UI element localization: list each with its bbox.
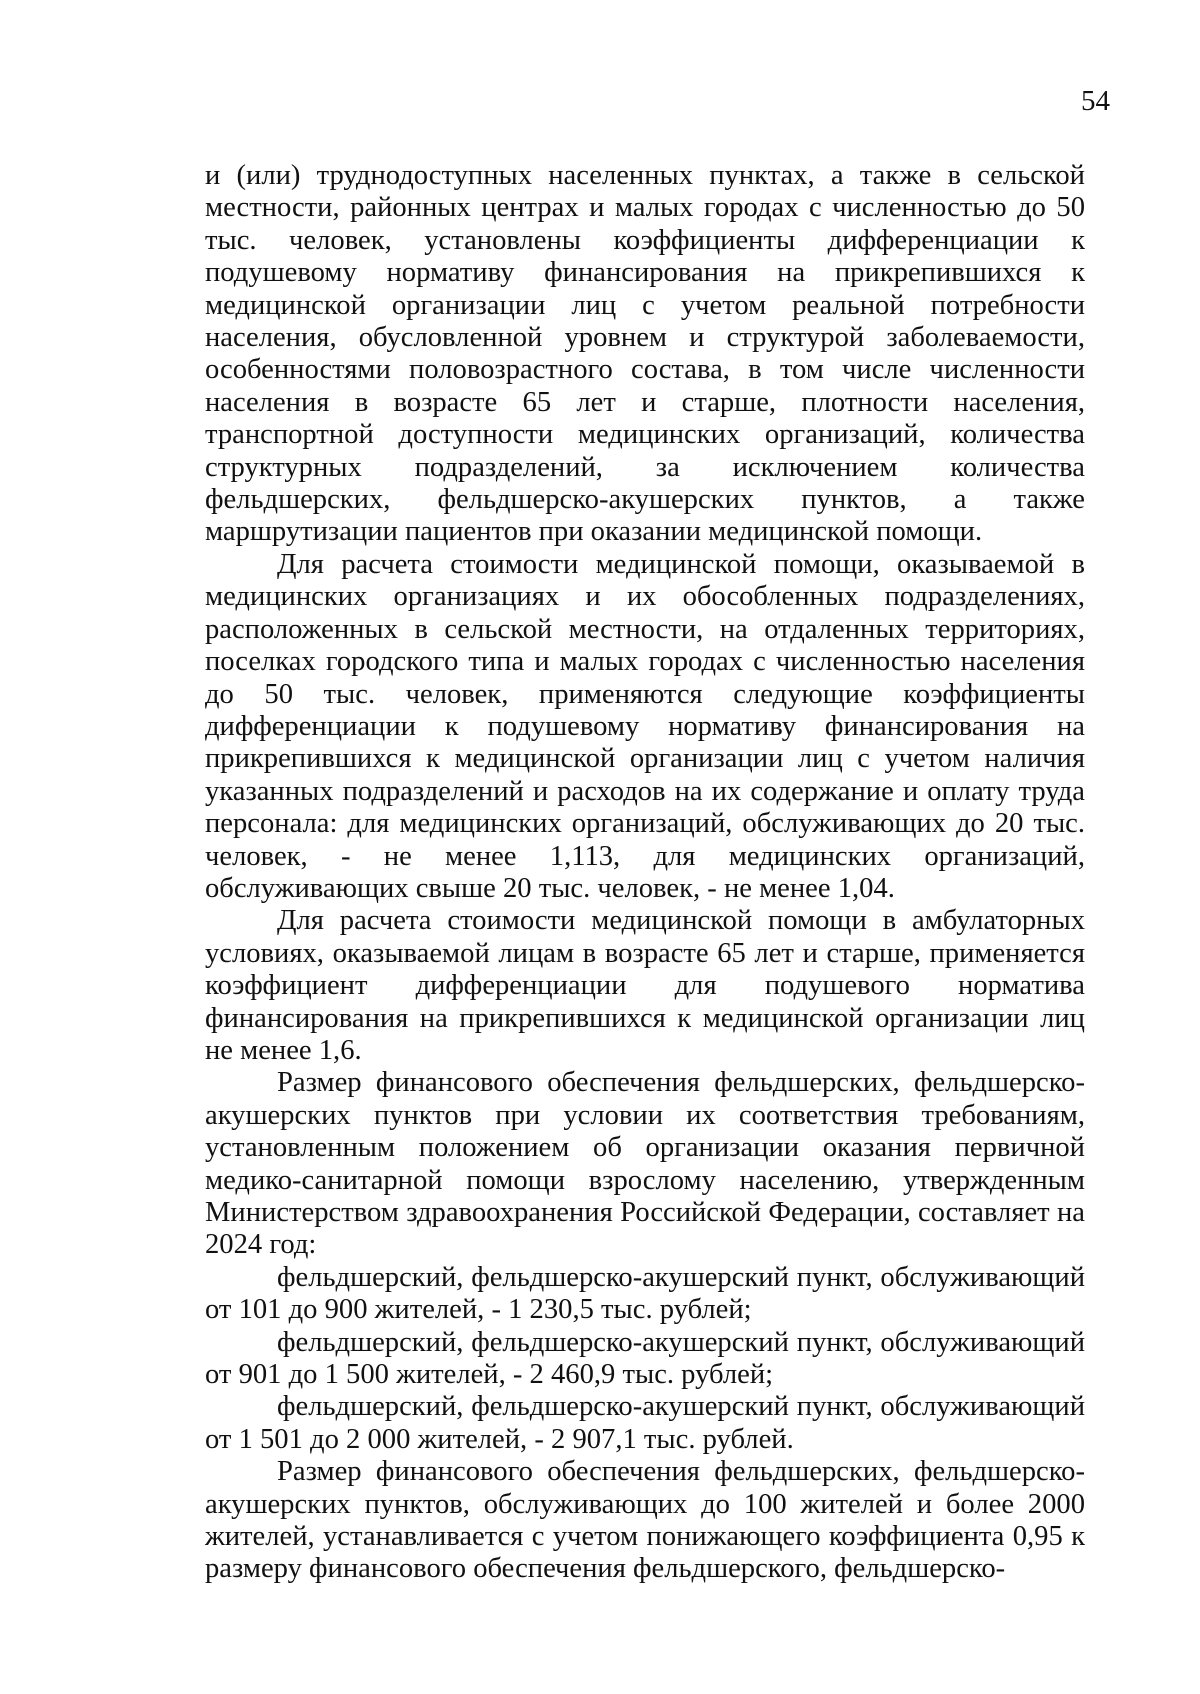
paragraph-rural-coefficients: Для расчета стоимости медицинской помощи, оказываемой в медицинских организациях и их обособленных подразделениях, расположенных в сельской местности, на отдаленных территориях, поселках городского типа и малых городах с численностью населения до 50 тыс. человек, применяются следующие коэффициенты дифференциации к подушевому нормативу финансирования на прикрепившихся к медицинской организации лиц с учетом наличия указанных подразделений и расходов на их содержание и оплату труда персонала: для медицинских организаций, обслуживающих до 20 тыс. человек, - не менее 1,113, для медицинских организаций, обслуживающих свыше 20 тыс. человек, - не менее 1,04.	[205, 548, 1085, 904]
paragraph-fap-financing: Размер финансового обеспечения фельдшерских, фельдшерско-акушерских пунктов при условии их соответствия требованиям, установленным положением об организации оказания первичной медико-санитарной помощи взрослому населению, утвержденным Министерством здравоохранения Российской Федерации, составляет на 2024 год:	[205, 1067, 1085, 1261]
list-item-fap-1501-2000: фельдшерский, фельдшерско-акушерский пункт, обслуживающий от 1 501 до 2 000 жителей, - 2 907,1 тыс. рублей.	[205, 1391, 1085, 1455]
paragraph-reducing-coefficient: Размер финансового обеспечения фельдшерских, фельдшерско-акушерских пунктов, обслуживающих до 100 жителей и более 2000 жителей, устанавливается с учетом понижающего коэффициента 0,95 к размеру финансового обеспечения фельдшерского, фельдшерско-	[205, 1456, 1085, 1585]
paragraph-elderly-coefficient: Для расчета стоимости медицинской помощи в амбулаторных условиях, оказываемой лицам в возрасте 65 лет и старше, применяется коэффициент дифференциации для подушевого норматива финансирования на прикрепившихся к медицинской организации лиц не менее 1,6.	[205, 905, 1085, 1066]
document-body	[205, 160, 1085, 1586]
list-item-fap-901-1500: фельдшерский, фельдшерско-акушерский пункт, обслуживающий от 901 до 1 500 жителей, - 2 460,9 тыс. рублей;	[205, 1326, 1085, 1391]
list-item-fap-101-900: фельдшерский, фельдшерско-акушерский пункт, обслуживающий от 101 до 900 жителей, - 1 230,5 тыс. рублей;	[205, 1261, 1085, 1326]
page-number: 54	[1081, 85, 1110, 117]
paragraph-continuation: и (или) труднодоступных населенных пунктах, а также в сельской местности, районных центрах и малых городах с численностью до 50 тыс. человек, установлены коэффициенты дифференциации к подушевому нормативу финансирования на прикрепившихся к медицинской организации лиц с учетом реальной потребности населения, обусловленной уровнем и структурой заболеваемости, особенностями половозрастного состава, в том числе численности населения в возрасте 65 лет и старше, плотности населения, транспортной доступности медицинских организаций, количества структурных подразделений, за исключением количества фельдшерских, фельдшерско-акушерских пунктов, а также маршрутизации пациентов при оказании медицинской помощи.	[205, 160, 1085, 548]
